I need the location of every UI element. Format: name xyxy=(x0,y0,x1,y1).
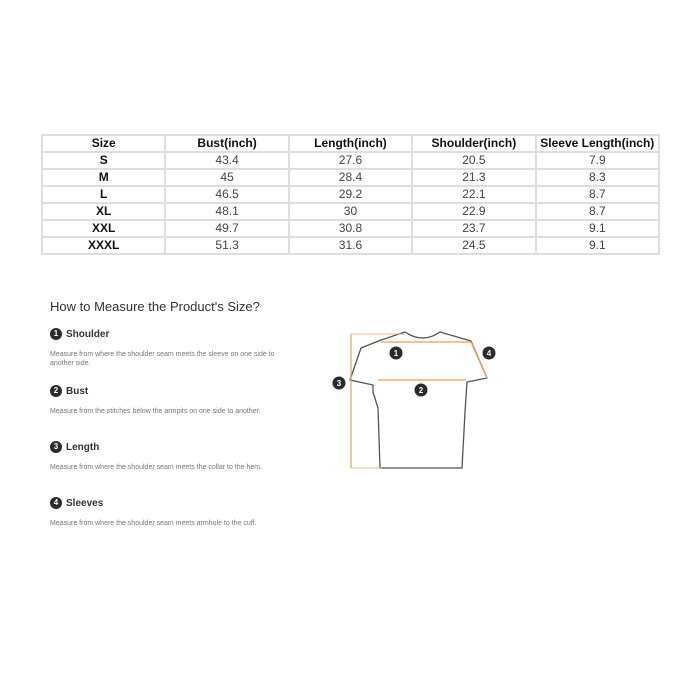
header-length: Length(inch) xyxy=(289,135,412,152)
step-label: Bust xyxy=(66,385,89,397)
sleeve-line xyxy=(471,342,487,378)
bust-cell: 43.4 xyxy=(165,152,288,169)
step-label: Shoulder xyxy=(66,328,110,340)
table-row xyxy=(42,152,659,169)
size-cell: XXXL xyxy=(42,237,165,254)
sleeve-cell: 9.1 xyxy=(536,237,659,254)
shoulder-cell: 22.1 xyxy=(412,186,535,203)
step-length xyxy=(50,441,310,472)
step-description: Measure from the stitches below the armpits on one side to another. xyxy=(50,408,261,415)
bust-cell: 46.5 xyxy=(165,186,288,203)
table-row xyxy=(42,237,659,254)
header-bust: Bust(inch) xyxy=(165,135,288,152)
step-description: Measure from where the shoulder seam meets the collar to the hem. xyxy=(50,464,263,471)
size-cell: XL xyxy=(42,203,165,220)
tshirt-outline-icon xyxy=(350,332,487,468)
shoulder-cell: 22.9 xyxy=(412,203,535,220)
tshirt-measure-diagram xyxy=(330,322,505,474)
step-title xyxy=(50,385,310,397)
bust-cell: 45 xyxy=(165,169,288,186)
bust-cell: 49.7 xyxy=(165,220,288,237)
shoulder-cell: 20.5 xyxy=(412,152,535,169)
marker-3-label: 3 xyxy=(336,379,342,388)
table-row xyxy=(42,186,659,203)
table-row xyxy=(42,203,659,220)
sleeve-cell: 8.7 xyxy=(536,203,659,220)
length-cell: 31.6 xyxy=(289,237,412,254)
number-badge-icon: 2 xyxy=(50,385,62,397)
length-cell: 29.2 xyxy=(289,186,412,203)
number-badge-icon: 3 xyxy=(50,441,62,453)
step-shoulder xyxy=(50,328,310,368)
step-description: Measure from where the shoulder seam meets armhole to the cuff. xyxy=(50,520,257,527)
marker-2-label: 2 xyxy=(418,386,424,395)
table-row xyxy=(42,169,659,186)
header-size: Size xyxy=(42,135,165,152)
marker-1-label: 1 xyxy=(393,349,399,358)
header-shoulder: Shoulder(inch) xyxy=(412,135,535,152)
table-row xyxy=(42,220,659,237)
size-chart-table xyxy=(41,134,660,255)
number-badge-icon: 1 xyxy=(50,328,62,340)
sleeve-cell: 8.3 xyxy=(536,169,659,186)
size-cell: L xyxy=(42,186,165,203)
bust-cell: 48.1 xyxy=(165,203,288,220)
step-label: Sleeves xyxy=(66,497,104,509)
number-badge-icon: 4 xyxy=(50,497,62,509)
step-title xyxy=(50,497,310,509)
shoulder-cell: 23.7 xyxy=(412,220,535,237)
header-sleeve-length: Sleeve Length(inch) xyxy=(536,135,659,152)
step-title xyxy=(50,328,310,340)
step-sleeves xyxy=(50,497,310,528)
length-cell: 30 xyxy=(289,203,412,220)
step-bust xyxy=(50,385,310,416)
length-cell: 27.6 xyxy=(289,152,412,169)
marker-4-label: 4 xyxy=(486,349,492,358)
step-description: Measure from where the shoulder seam meets the sleeve on one side to another side. xyxy=(50,351,275,367)
measure-guide-heading: How to Measure the Product's Size? xyxy=(50,299,260,314)
bust-cell: 51.3 xyxy=(165,237,288,254)
sleeve-cell: 8.7 xyxy=(536,186,659,203)
table-header-row xyxy=(42,135,659,152)
size-cell: XXL xyxy=(42,220,165,237)
step-label: Length xyxy=(66,441,100,453)
length-cell: 30.8 xyxy=(289,220,412,237)
sleeve-cell: 9.1 xyxy=(536,220,659,237)
size-cell: M xyxy=(42,169,165,186)
length-cell: 28.4 xyxy=(289,169,412,186)
shoulder-cell: 24.5 xyxy=(412,237,535,254)
step-title xyxy=(50,441,310,453)
sleeve-cell: 7.9 xyxy=(536,152,659,169)
shoulder-cell: 21.3 xyxy=(412,169,535,186)
size-cell: S xyxy=(42,152,165,169)
